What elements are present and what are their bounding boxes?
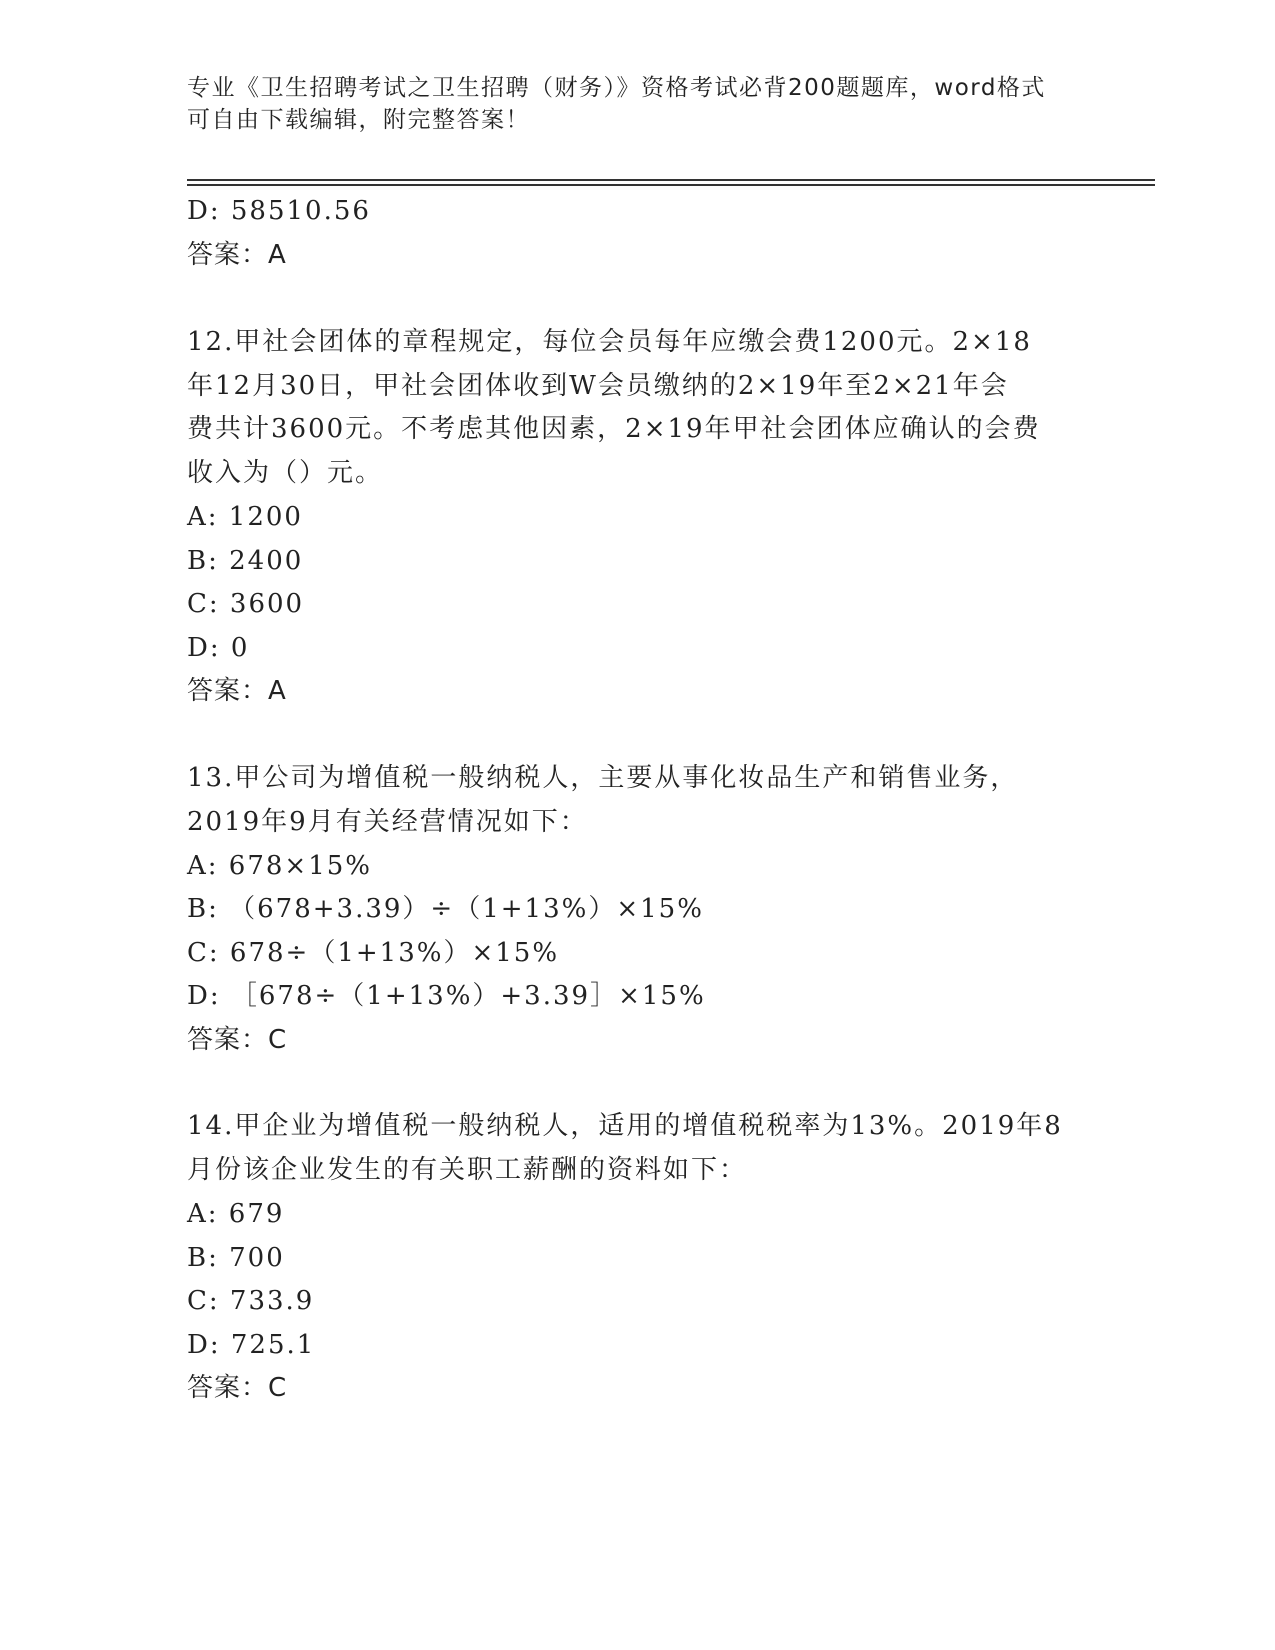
prev-option-d: D: 58510.56 [187,196,371,226]
question-13-option-d: D: ［678÷（1+13%）+3.39］×15% [187,981,706,1011]
question-12-stem-line-4: 收入为（）元。 [187,458,384,488]
document-header [187,72,1067,136]
prev-answer: 答案：A [187,240,287,270]
question-14-stem-line-2: 月份该企业发生的有关职工薪酬的资料如下： [187,1155,748,1185]
question-13-option-a: A: 678×15% [187,851,373,881]
question-14-option-d: D: 725.1 [187,1330,316,1360]
question-13-option-c: C: 678÷（1+13%）×15% [187,938,560,968]
header-divider-top [187,179,1155,181]
question-13-stem-line-2: 2019年9月有关经营情况如下： [187,807,588,837]
question-14-option-c: C: 733.9 [187,1286,315,1316]
question-14-stem-line-1: 14.甲企业为增值税一般纳税人，适用的增值税税率为13%。2019年8 [187,1111,1063,1141]
question-12-stem-line-2: 年12月30日，甲社会团体收到W会员缴纳的2×19年至2×21年会 [187,371,1009,401]
question-13-option-b: B: （678+3.39）÷（1+13%）×15% [187,894,704,924]
question-12-answer: 答案：A [187,676,287,706]
question-12-stem-line-3: 费共计3600元。不考虑其他因素，2×19年甲社会团体应确认的会费 [187,414,1041,444]
question-13-answer: 答案：C [187,1025,288,1055]
question-12-option-c: C: 3600 [187,589,305,619]
question-14-answer: 答案：C [187,1373,288,1403]
question-12-option-b: B: 2400 [187,546,304,576]
question-12-option-d: D: 0 [187,633,250,663]
question-13-stem-line-1: 13.甲公司为增值税一般纳税人，主要从事化妆品生产和销售业务， [187,763,1019,793]
question-14-option-a: A: 679 [187,1199,285,1229]
question-12-option-a: A: 1200 [187,502,303,532]
header-title-line-1: 专业《卫生招聘考试之卫生招聘（财务）》资格考试必背200题题库，word格式 [187,75,1046,101]
question-12-stem-line-1: 12.甲社会团体的章程规定，每位会员每年应缴会费1200元。2×18 [187,327,1032,357]
question-14-option-b: B: 700 [187,1243,285,1273]
header-divider-bottom [187,184,1155,186]
header-title-line-2: 可自由下载编辑，附完整答案！ [187,107,530,133]
